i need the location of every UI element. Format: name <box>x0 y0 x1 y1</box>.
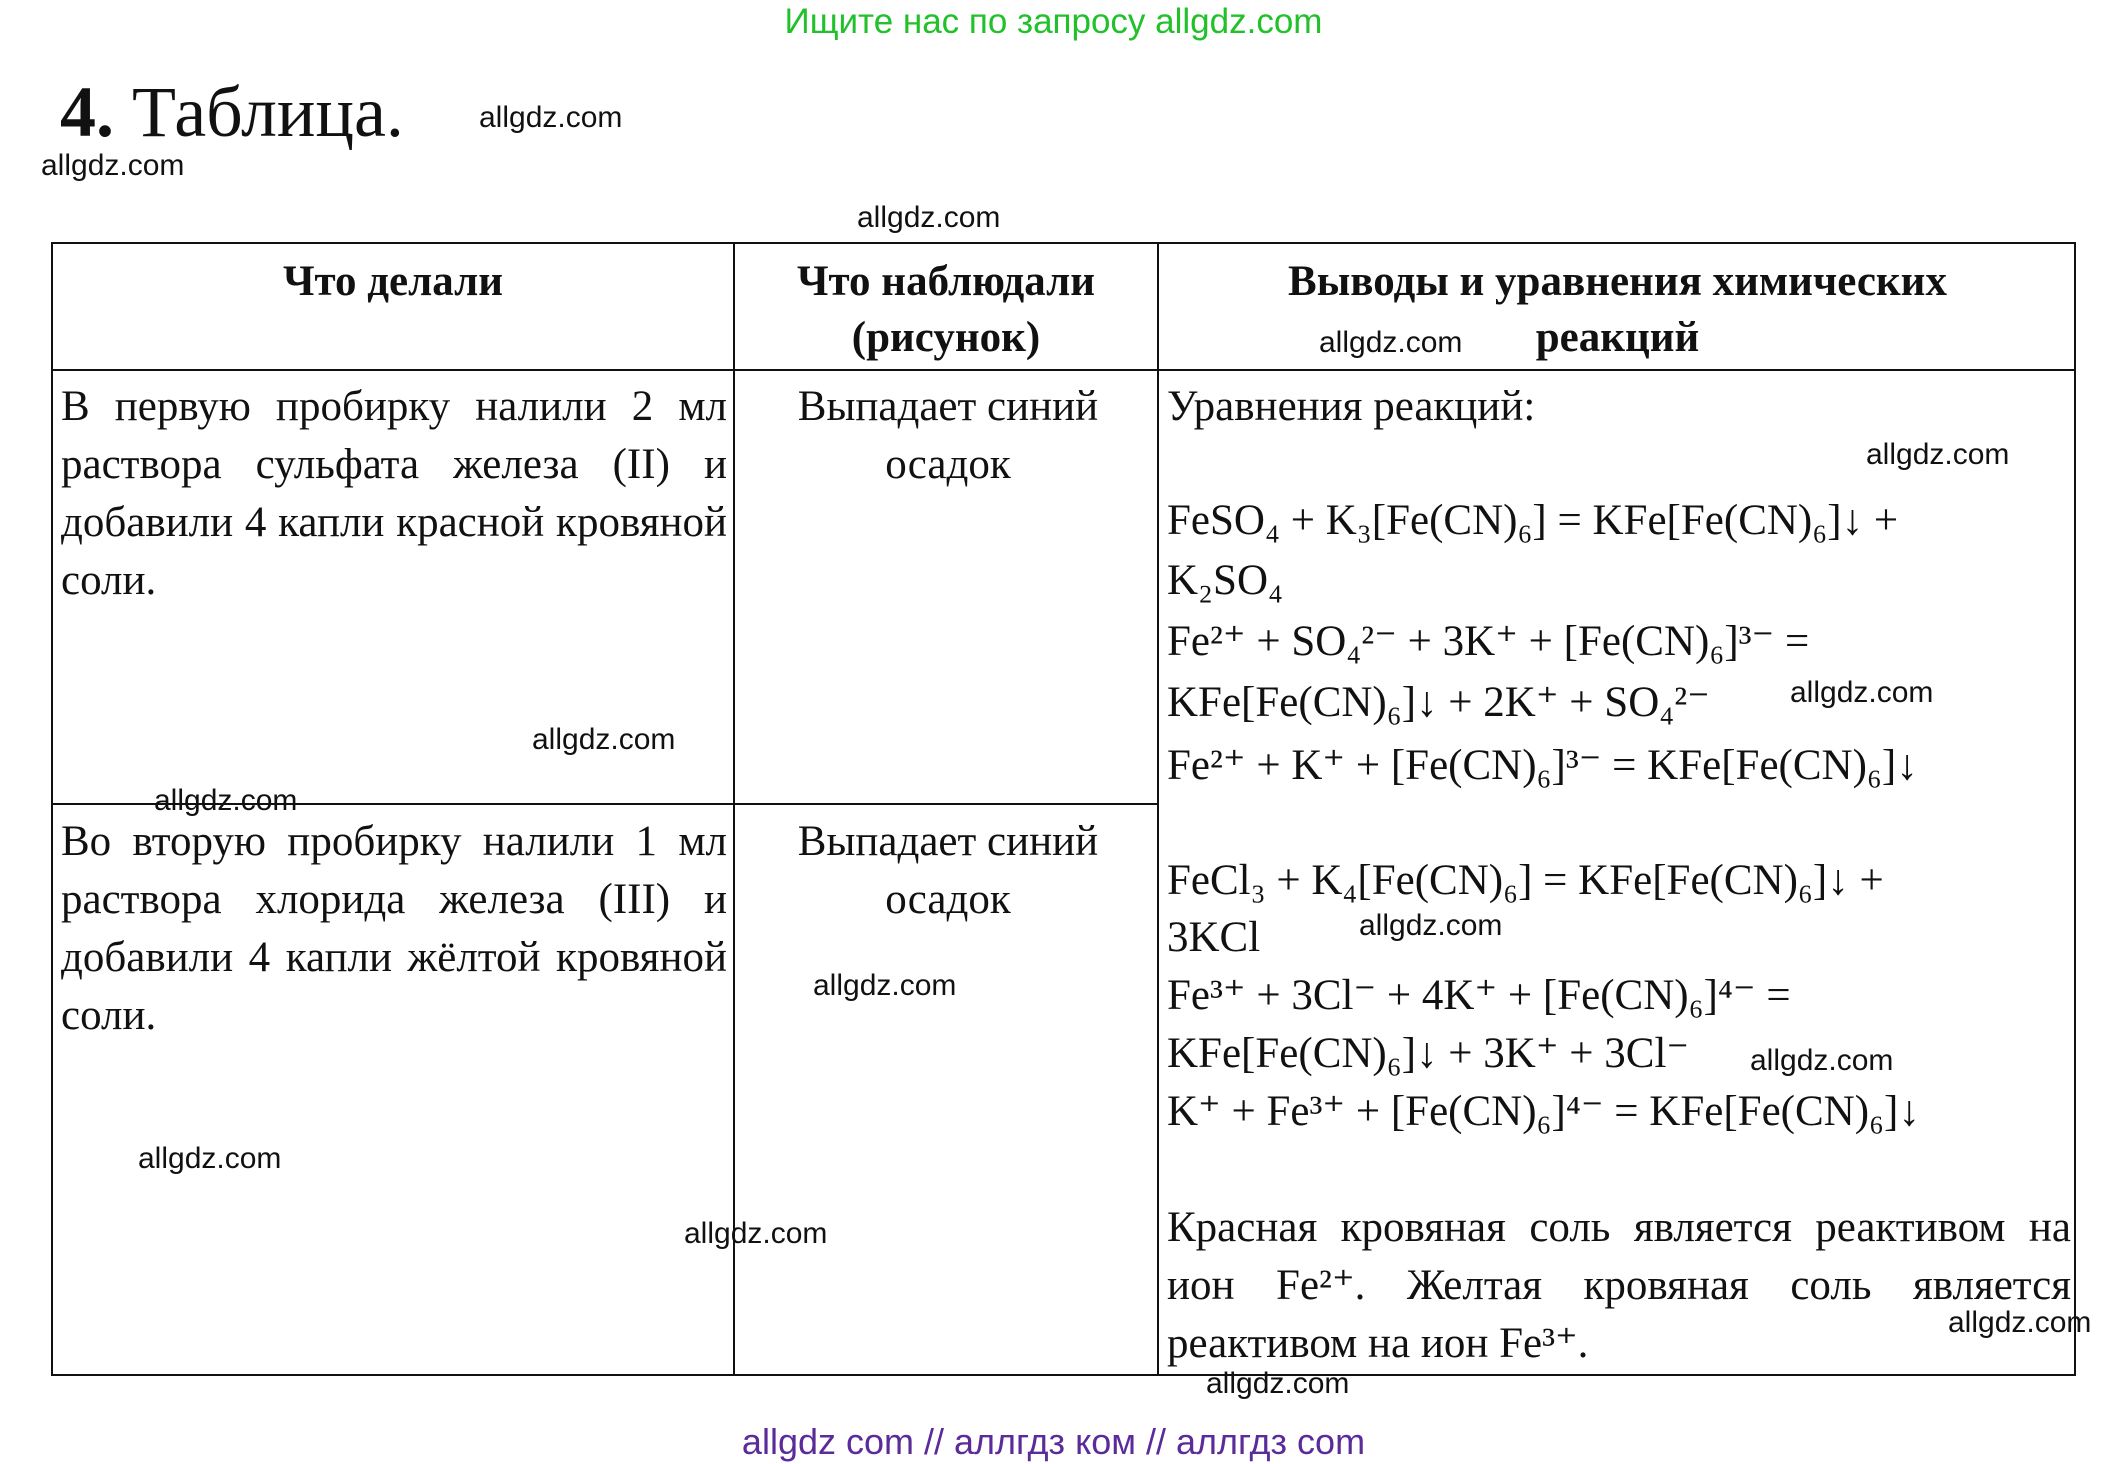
header-divider <box>53 369 2074 371</box>
footer-links: allgdz com // аллгдз ком // аллгдз com <box>741 1421 1366 1462</box>
equation-line: K⁺ + Fe³⁺ + [Fe(CN)₆]⁴⁻ = KFe[Fe(CN)₆]↓ <box>1167 1088 1920 1135</box>
header-what-observed <box>735 254 1157 366</box>
row-1-action: В первую пробирку налили 2 мл раствора сульфата железа (II) и добавили 4 капли красной кровяной соли. <box>61 383 727 604</box>
column-divider <box>733 244 735 1374</box>
title-text: Таблица. <box>132 72 404 152</box>
equation-line: KFe[Fe(CN)₆]↓ + 3K⁺ + 3Cl⁻ <box>1167 1030 1690 1077</box>
results-table <box>51 242 2076 1376</box>
watermark: allgdz.com <box>813 969 957 1002</box>
row-1-observation: Выпадает синий осадок <box>797 383 1099 488</box>
watermark: allgdz.com <box>1206 1367 1350 1400</box>
equations-heading: Уравнения реакций: <box>1167 383 1536 430</box>
page-title <box>60 72 404 152</box>
watermark: allgdz.com <box>1948 1306 2092 1339</box>
watermark: allgdz.com <box>1750 1044 1894 1077</box>
watermark: allgdz.com <box>479 101 623 134</box>
task-number: 4. <box>60 72 114 152</box>
equation-line: FeCl₃ + K₄[Fe(CN)₆] = KFe[Fe(CN)₆]↓ + <box>1167 857 1884 904</box>
watermark: allgdz.com <box>857 201 1001 234</box>
column-divider <box>1157 244 1159 1374</box>
equation-line: K₂SO₄ <box>1167 557 1284 604</box>
watermark: allgdz.com <box>138 1142 282 1175</box>
equation-line: Fe³⁺ + 3Cl⁻ + 4K⁺ + [Fe(CN)₆]⁴⁻ = <box>1167 972 1791 1019</box>
equation-line: FeSO₄ + K₃[Fe(CN)₆] = KFe[Fe(CN)₆]↓ + <box>1167 497 1899 544</box>
equation-line: KFe[Fe(CN)₆]↓ + 2K⁺ + SO₄²⁻ <box>1167 679 1710 726</box>
row-2-action: Во вторую пробирку налили 1 мл раствора хлорида железа (III) и добавили 4 капли жёлтой кровяной соли. <box>61 818 727 1039</box>
watermark: allgdz.com <box>154 784 298 817</box>
header-conclusions <box>1159 254 2076 366</box>
header-line: Что наблюдали <box>796 258 1096 305</box>
search-banner: Ищите нас по запросу allgdz.com <box>784 2 1323 41</box>
equation-line: 3KCl <box>1167 914 1261 961</box>
header-line: реакций <box>1535 314 1700 361</box>
equation-line: Fe²⁺ + K⁺ + [Fe(CN)₆]³⁻ = KFe[Fe(CN)₆]↓ <box>1167 742 1918 789</box>
watermark: allgdz.com <box>1866 438 2010 471</box>
watermark: allgdz.com <box>684 1217 828 1250</box>
header-line: Выводы и уравнения химических <box>1288 258 1947 305</box>
header-line: (рисунок) <box>851 314 1041 361</box>
watermark: allgdz.com <box>1359 909 1503 942</box>
equation-line: Fe²⁺ + SO₄²⁻ + 3K⁺ + [Fe(CN)₆]³⁻ = <box>1167 618 1810 665</box>
conclusion-summary: Красная кровяная соль является реактивом на ион Fe²⁺. Желтая кровяная соль является реактивом на ион Fe³⁺. <box>1167 1204 2071 1367</box>
row-2-observation: Выпадает синий осадок <box>797 818 1099 923</box>
watermark: allgdz.com <box>532 723 676 756</box>
watermark: allgdz.com <box>1790 676 1934 709</box>
header-what-done: Что делали <box>282 258 504 305</box>
watermark: allgdz.com <box>1319 326 1463 359</box>
watermark: allgdz.com <box>41 149 185 182</box>
